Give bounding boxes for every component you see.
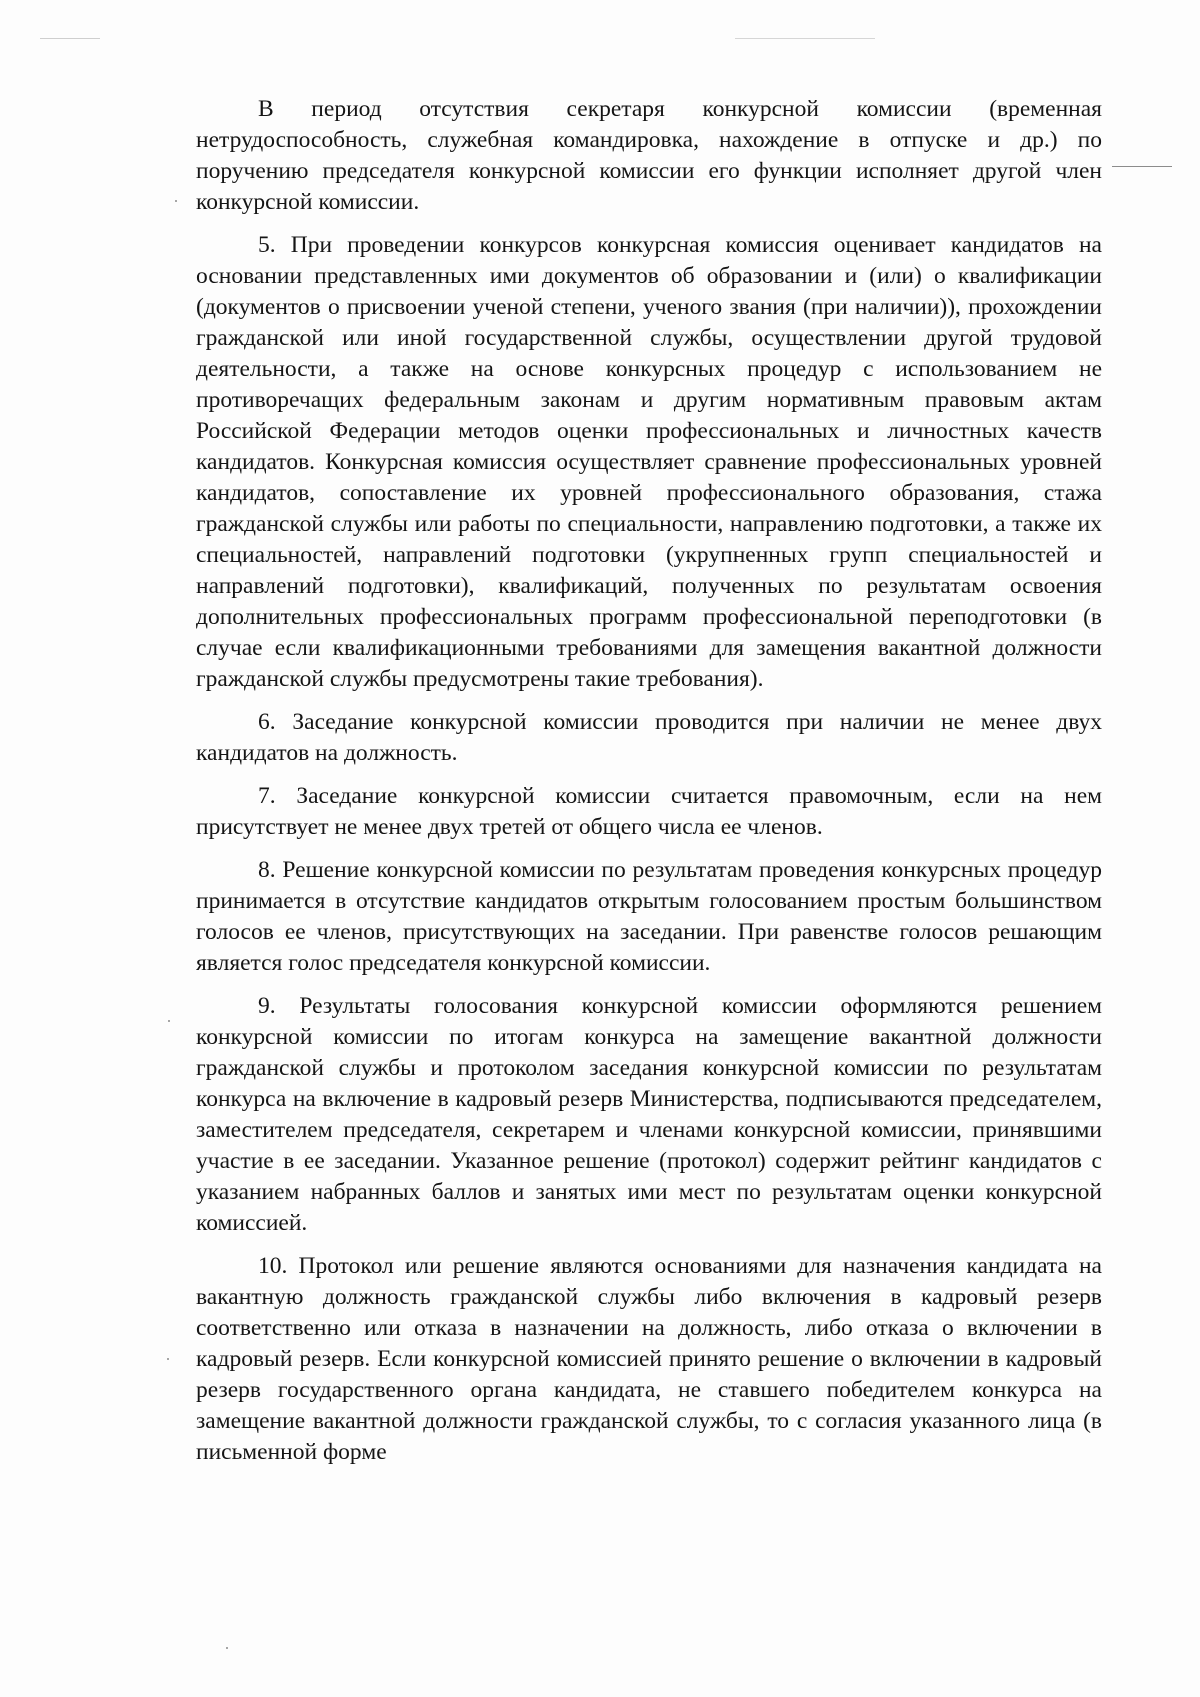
scan-speck — [226, 1647, 228, 1649]
scan-artifact-top-right — [735, 38, 875, 39]
paragraph-7-quorum: 7. Заседание конкурсной комиссии считается правомочным, если на нем присутствует не менее двух третей от общего числа ее членов. — [196, 783, 1102, 840]
scan-speck — [167, 1358, 169, 1360]
paragraph-secretary-absence: В период отсутствия секретаря конкурсной комиссии (временная нетрудоспособность, служебная командировка, нахождение в отпуске и др.) по поручению председателя конкурсной комиссии его функции исполняет другой член конкурсной комиссии. — [196, 96, 1102, 215]
paragraph-10-protocol-grounds: 10. Протокол или решение являются основаниями для назначения кандидата на вакантную должность гражданской службы либо включения в кадровый резерв соответственно или отказа в назначении на должность, либо отказа о включении в кадровый резерв. Если конкурсной комиссией принято решение о включении в кадровый резерв государственного органа кандидата, не ставшего победителем конкурса на замещение вакантной должности гражданской службы, то с согласия указанного лица (в письменной форме — [196, 1253, 1102, 1465]
scan-speck — [168, 1020, 170, 1022]
document-body — [196, 94, 1102, 1480]
paragraph-9-voting-results: 9. Результаты голосования конкурсной комиссии оформляются решением конкурсной комиссии по итогам конкурса на замещение вакантной должности гражданской службы и протоколом заседания конкурсной комиссии по результатам конкурса на включение в кадровый резерв Министерства, подписываются председателем, заместителем председателя, секретарем и членами конкурсной комиссии, принявшими участие в ее заседании. Указанное решение (протокол) содержит рейтинг кандидатов с указанием набранных баллов и занятых ими мест по результатам оценки конкурсной комиссией. — [196, 993, 1102, 1236]
paragraph-6-meeting-condition: 6. Заседание конкурсной комиссии проводится при наличии не менее двух кандидатов на должность. — [196, 709, 1102, 766]
scan-artifact-margin-mark — [1112, 166, 1172, 167]
paragraph-8-decision-voting: 8. Решение конкурсной комиссии по результатам проведения конкурсных процедур принимается в отсутствие кандидатов открытым голосованием простым большинством голосов ее членов, присутствующих на заседании. При равенстве голосов решающим является голос председателя конкурсной комиссии. — [196, 857, 1102, 976]
scan-speck — [175, 200, 177, 202]
paragraph-5-candidate-evaluation: 5. При проведении конкурсов конкурсная комиссия оценивает кандидатов на основании представленных ими документов об образовании и (или) о квалификации (документов о присвоении ученой степени, ученого звания (при наличии)), прохождении гражданской или иной государственной службы, осуществлении другой трудовой деятельности, а также на основе конкурсных процедур с использованием не противоречащих федеральным законам и другим нормативным правовым актам Российской Федерации методов оценки профессиональных и личностных качеств кандидатов. Конкурсная комиссия осуществляет сравнение профессиональных уровней кандидатов, сопоставление их уровней профессионального образования, стажа гражданской службы или работы по специальности, направлению подготовки, а также их специальностей, направлений подготовки (укрупненных групп специальностей и направлений подготовки), квалификаций, полученных по результатам освоения дополнительных профессиональных программ профессиональной переподготовки (в случае если квалификационными требованиями для замещения вакантной должности гражданской службы предусмотрены такие требования). — [196, 232, 1102, 692]
scan-artifact-top-left — [40, 38, 100, 39]
